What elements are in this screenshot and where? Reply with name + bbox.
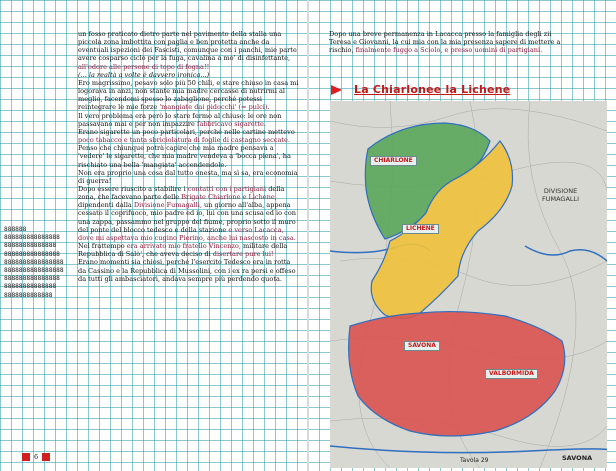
text-run: Il vero problema era però lo stare fermo al chiuso: le ore non passavano mai e per non impazzire (78, 111, 282, 128)
text-run: Erano sigarette un poco particolari, perché nelle cartine mettevo (78, 127, 295, 136)
text-run: un fosso praticato dietro parte nel pavimento della stalla una piccola zona imbottita con paglia e ben protetta anche da eventuali ispezioni dei Fascisti, comunque con i panchi, mie parte avere cosparso ciclo per la fuga, cavalina a mo' di disinfettante, (78, 30, 297, 63)
arrow-icon (331, 85, 342, 95)
margin-mark-line: 8888888888888888 (4, 267, 64, 275)
section-title: La Chiarlonee la Lichene (354, 83, 511, 96)
paragraph (78, 169, 300, 185)
highlighted-text: all'odore alle persone di topo di fogna!! (78, 62, 210, 71)
label-city-savona: SAVONA (562, 454, 593, 462)
paragraph (78, 185, 300, 242)
highlighted-text: 'mangiate dai pidocchi' (= pulci). (159, 103, 270, 112)
left-text-column (78, 30, 300, 283)
page-number: 6 (34, 453, 39, 461)
text-run: Non era proprio una cosa dal tutto onesta, ma sì sa, era economia di guerra! (78, 168, 298, 185)
margin-mark-line: 88888888888888 (4, 242, 57, 250)
paragraph (78, 30, 300, 71)
right-text-column (329, 30, 569, 54)
partisan-map (330, 101, 607, 468)
margin-marks (4, 226, 76, 300)
paragraph (78, 258, 300, 282)
highlighted-text: disertare pure lui! (212, 250, 274, 259)
label-savona: SAVONA (404, 341, 440, 351)
margin-mark-line: 888888 (4, 226, 27, 233)
page-fold (307, 0, 309, 471)
text-run: Nel frattempo (78, 242, 127, 251)
highlighted-text: era arrivato mio fratello Vincenzo, (126, 242, 241, 251)
paragraph (329, 30, 569, 54)
text-run: militare della Repubblica di Salò', che aveva deciso di (78, 242, 288, 259)
label-tavola: Tavola 29 (460, 457, 489, 464)
highlighted-text: poco tabacco e tanta sbriciolatura di foglie di castagno seccate. (78, 136, 290, 145)
page-marker-right (42, 453, 50, 461)
text-run: Erano momenti sia chiosi, perché l'esercito Tedesco era in rotta da Cassino e la Repubblica di Mussolini, con i ex ra persi e offeso da tutti gli ambasciatori, andava sempre più perdendo quota. (78, 258, 296, 283)
text-run: stazione (198, 225, 227, 234)
text-run: Ero magrissimo, pesavo solo più 50 chili, e stare chiuso in casa mi logorava in anzi, non stante mia madre cercasse di nutrirmi al meglio, facendomi spesso lo zabaglione, perché potessi reintegrare le mie forze (78, 78, 299, 112)
division-line-1: DIVISIONE (543, 187, 578, 195)
text-run: Dopo una breve permanenza in Lacacca presso la famiglia degli zii Teresa e Giovanni, la cui mia con la mia presenza sapere di mettere a rischio, (329, 30, 561, 55)
highlighted-text: Divisione Fumagalli, (133, 201, 202, 210)
highlighted-text: Brigate Chiarlone e Lichene, (181, 193, 277, 202)
highlighted-text: contatti con i partigiani (187, 184, 267, 193)
highlighted-text: finalmente fuggo a Sciolo, e presso uomini di partigiani. (355, 46, 543, 55)
highlighted-text: e verso Lacacca, dove mi aspettava mio cugino Pierino, anche lui nascosto in casa. (78, 225, 296, 242)
page-marker-left (22, 453, 30, 461)
paragraph (78, 112, 300, 128)
text-run: Penso che chiunque potrà capire che mia madre pensava a 'vedere' le sigarette, che mia madre vendeva a 'bocca piena', ha rischiato una bella 'mangiata' accendendole. (78, 144, 291, 169)
margin-mark-line: 8888888888888 (4, 291, 53, 299)
text-run: Dopo essere riuscito a stabilire i (78, 184, 188, 193)
paragraph (78, 128, 300, 144)
margin-mark-line: 888888888888888 (4, 275, 60, 283)
text-run: (... la realtà a volte è davvero ironica...) (78, 70, 210, 79)
division-line-2: FUMAGALLI (542, 195, 580, 203)
paragraph (78, 144, 300, 168)
text-run: un giorno all'alba, appena cessato il coprifuoco, mio padre ed io, lui con una scusa ed io con una zappa, passammo nel gruppo del fiume, proprio sotto il muro del ponte del blocco tedesco e della (78, 201, 296, 234)
margin-mark-line: 888888888888888 (4, 250, 60, 258)
paragraph (78, 242, 300, 258)
label-division (542, 187, 579, 203)
paragraph (78, 79, 300, 112)
margin-mark-line: 88888888888888 (4, 283, 57, 291)
label-lichene: LICHENE (402, 224, 439, 234)
highlighted-text: fabbricavo sigarette. (197, 119, 267, 128)
page-number-bar (22, 452, 50, 462)
section-heading (331, 83, 510, 96)
margin-mark-line: 8888888888888888 (4, 258, 64, 266)
paragraph (78, 71, 300, 79)
margin-mark-line: 888888888888888 (4, 234, 60, 242)
text-run: della zona, che facevano parte delle (78, 184, 285, 202)
label-valbormida: VALBORMIDA (485, 369, 538, 379)
label-chiarlone: CHIARLONE (370, 156, 417, 166)
text-run: dipendenti dalla (78, 201, 134, 210)
